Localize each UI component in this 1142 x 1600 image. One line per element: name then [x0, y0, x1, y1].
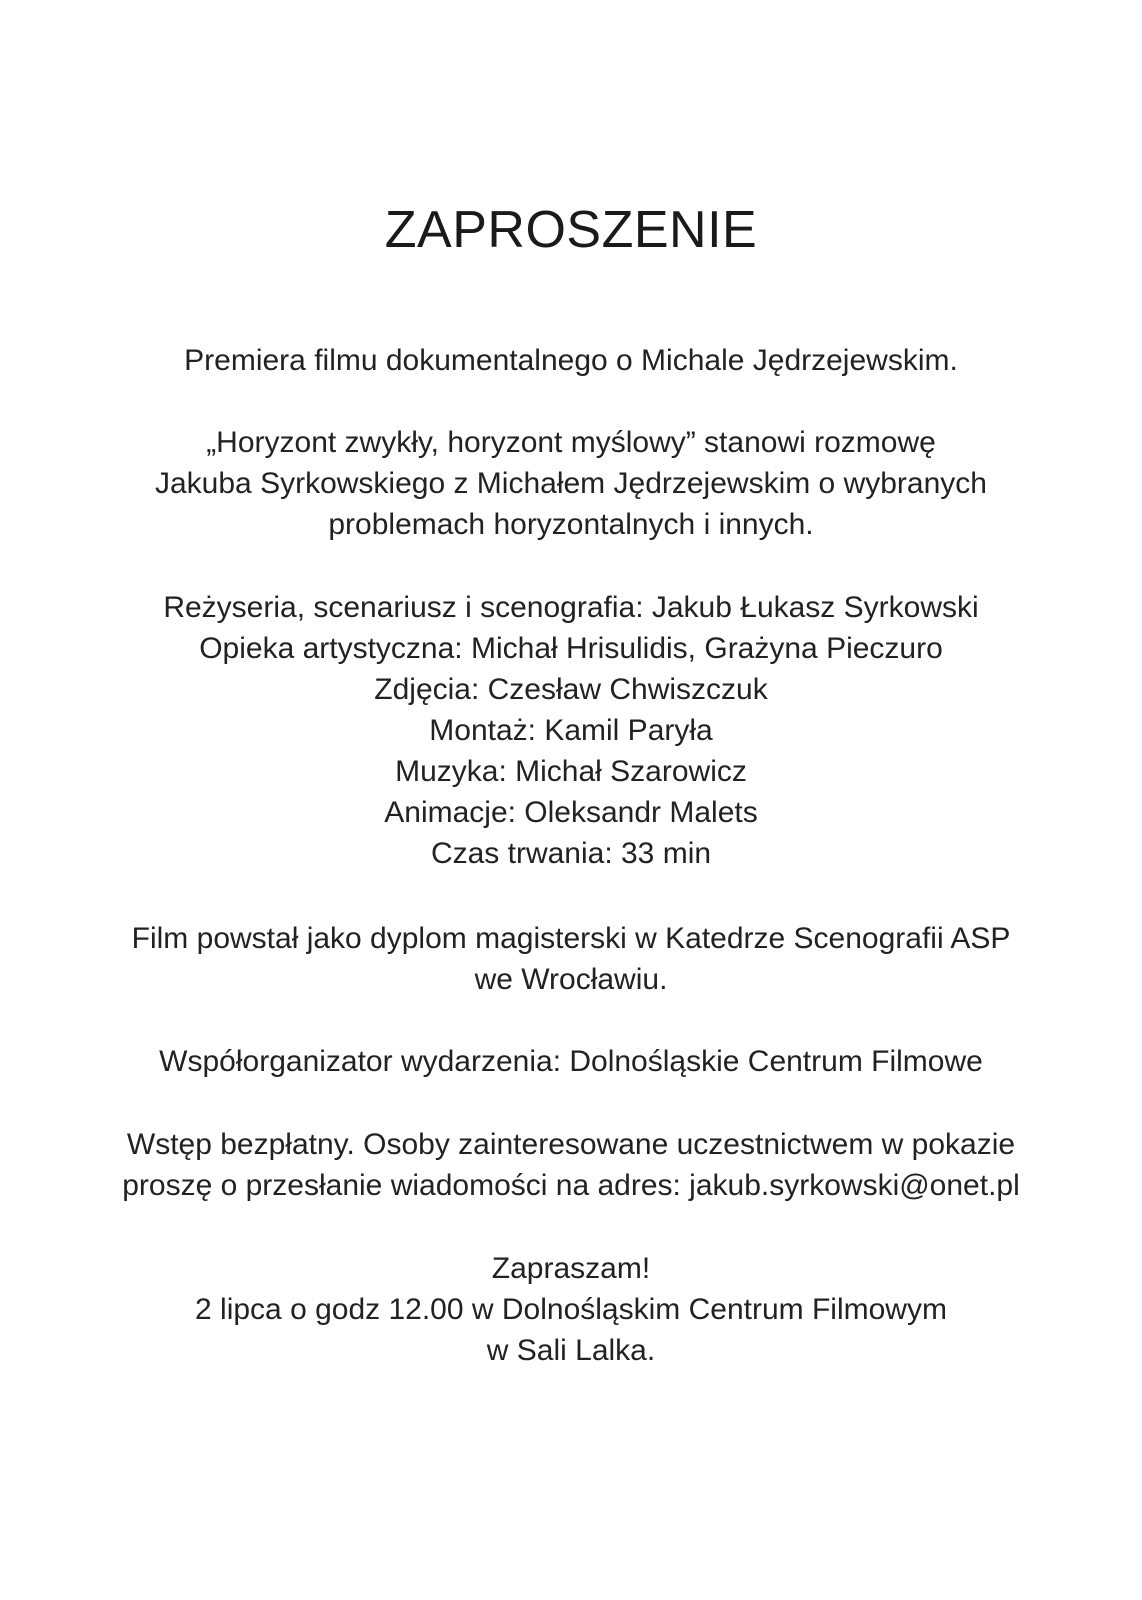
credits-list [0, 587, 1142, 874]
description-line: „Horyzont zwykły, horyzont myślowy” stanowi rozmowę [206, 426, 936, 459]
entry-line: Wstęp bezpłatny. Osoby zainteresowane uczestnictwem w pokazie [126, 1128, 1016, 1161]
credit-direction: Reżyseria, scenariusz i scenografia: Jakub Łukasz Syrkowski [163, 591, 979, 624]
premiere-paragraph [0, 340, 1142, 381]
entry-paragraph [0, 1124, 1142, 1206]
entry-line: proszę o przesłanie wiadomości na adres: jakub.syrkowski@onet.pl [122, 1169, 1020, 1202]
credit-cinematography: Zdjęcia: Czesław Chwiszczuk [374, 673, 768, 706]
coorganizer-paragraph [0, 1041, 1142, 1082]
event-datetime-line: 2 lipca o godz 12.00 w Dolnośląskim Centrum Filmowym [195, 1293, 947, 1326]
credit-music: Muzyka: Michał Szarowicz [395, 755, 747, 788]
diploma-line: Film powstał jako dyplom magisterski w Katedrze Scenografii ASP [131, 922, 1011, 955]
film-description-paragraph [0, 422, 1142, 545]
description-line: problemach horyzontalnych i innych. [328, 508, 814, 541]
coorganizer-line: Współorganizator wydarzenia: Dolnośląskie Centrum Filmowe [159, 1045, 983, 1078]
page-title: ZAPROSZENIE [384, 201, 758, 259]
diploma-line: we Wrocławiu. [474, 963, 668, 996]
diploma-paragraph [0, 918, 1142, 1000]
invite-line: Zapraszam! [491, 1252, 651, 1285]
credit-editing: Montaż: Kamil Paryła [429, 714, 713, 747]
event-room-line: w Sali Lalka. [486, 1334, 656, 1367]
credit-animation: Animacje: Oleksandr Malets [384, 796, 758, 829]
credit-supervision: Opieka artystyczna: Michał Hrisulidis, Grażyna Pieczuro [199, 632, 943, 665]
premiere-line: Premiera filmu dokumentalnego o Michale Jędrzejewskim. [184, 344, 958, 377]
invite-paragraph [0, 1248, 1142, 1371]
description-line: Jakuba Syrkowskiego z Michałem Jędrzejewskim o wybranych [155, 467, 987, 500]
credit-duration: Czas trwania: 33 min [430, 837, 712, 870]
